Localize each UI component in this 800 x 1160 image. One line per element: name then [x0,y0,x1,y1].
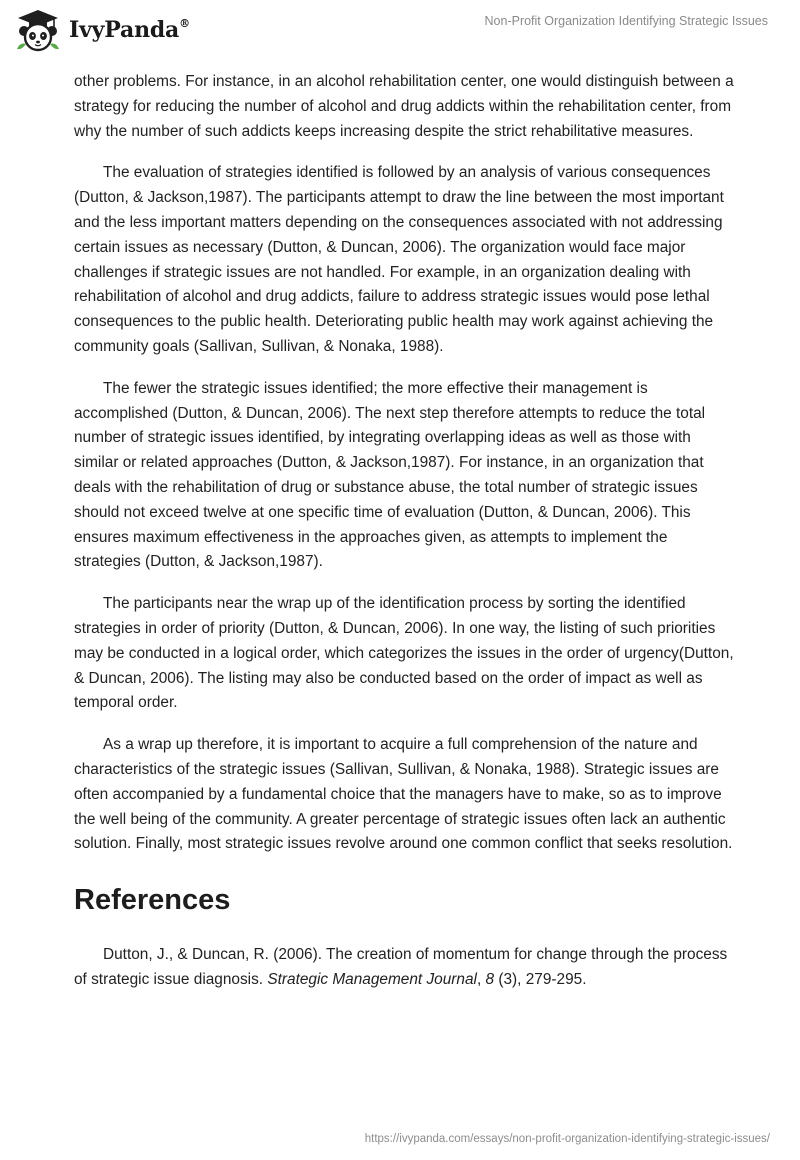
brand-name: IvyPanda® [69,16,190,43]
reference-journal: Strategic Management Journal [267,970,477,988]
reference-entry [74,943,734,993]
panda-graduate-icon [14,8,62,52]
document-title: Non-Profit Organization Identifying Strategic Issues [484,14,768,28]
references-heading: References [74,884,231,917]
essay-body [74,70,734,993]
brand-logo[interactable] [14,8,190,52]
paragraph-1: other problems. For instance, in an alcohol rehabilitation center, one would distinguish between a strategy for reducing the number of alcohol and drug addicts within the rehabilitation center, from why the number of such addicts keeps increasing despite the strict rehabilitative measures. [74,73,734,140]
page-header [0,0,800,70]
paragraph-2: The evaluation of strategies identified is followed by an analysis of various consequences (Dutton, & Jackson,1987). The participants attempt to draw the line between the most important and the less important matters depending on the consequences associated with not addressing certain issues as necessary (Dutton, & Duncan, 2006). The organization would face major challenges if strategic issues are not handled. For example, in an organization dealing with rehabilitation of alcohol and drug addicts, failure to address strategic issues would pose lethal consequences to the public health. Deteriorating public health may work against achieving the community goals (Sallivan, Sullivan, & Nonaka, 1988). [74,164,724,355]
reference-separator: , [476,970,486,988]
reference-volume: 8 [485,970,495,988]
reference-authors-title: Dutton, J., & Duncan, R. (2006). The creation of momentum for change through the process of strategic issue diagnosis. [74,946,728,988]
paragraph-5: As a wrap up therefore, it is important to acquire a full comprehension of the nature and characteristics of the strategic issues (Sallivan, Sullivan, & Nonaka, 1988). Strategic issues are often accompanied by a fundamental choice that the managers have to make, so as to improve the well being of the community. A greater percentage of strategic issues often lack an authentic solution. Finally, most strategic issues revolve around one common conflict that seeks resolution. [74,736,733,853]
paragraph-4: The participants near the wrap up of the identification process by sorting the identified strategies in order of priority (Dutton, & Duncan, 2006). In one way, the listing of such priorities may be conducted in a logical order, which categorizes the issues in the order of urgency(Dutton, & Duncan, 2006). The listing may also be conducted based on the order of impact as well as temporal order. [74,595,734,712]
source-url-link[interactable]: https://ivypanda.com/essays/non-profit-organization-identifying-strategic-issues/ [364,1133,770,1145]
reference-issue-pages: (3), 279-295. [494,970,587,988]
registered-mark: ® [179,16,190,30]
paragraph-3: The fewer the strategic issues identified; the more effective their management is accomplished (Dutton, & Duncan, 2006). The next step therefore attempts to reduce the total number of strategic issues identified, by integrating overlapping ideas as well as those with similar or related approaches (Dutton, & Jackson,1987). For instance, in an organization that deals with the rehabilitation of drug or substance abuse, the total number of strategic issues should not exceed twelve at one specific time of evaluation (Dutton, & Duncan, 2006). This ensures maximum effectiveness in the approaches given, as attempts to implement the strategies (Dutton, & Jackson,1987). [74,379,706,571]
